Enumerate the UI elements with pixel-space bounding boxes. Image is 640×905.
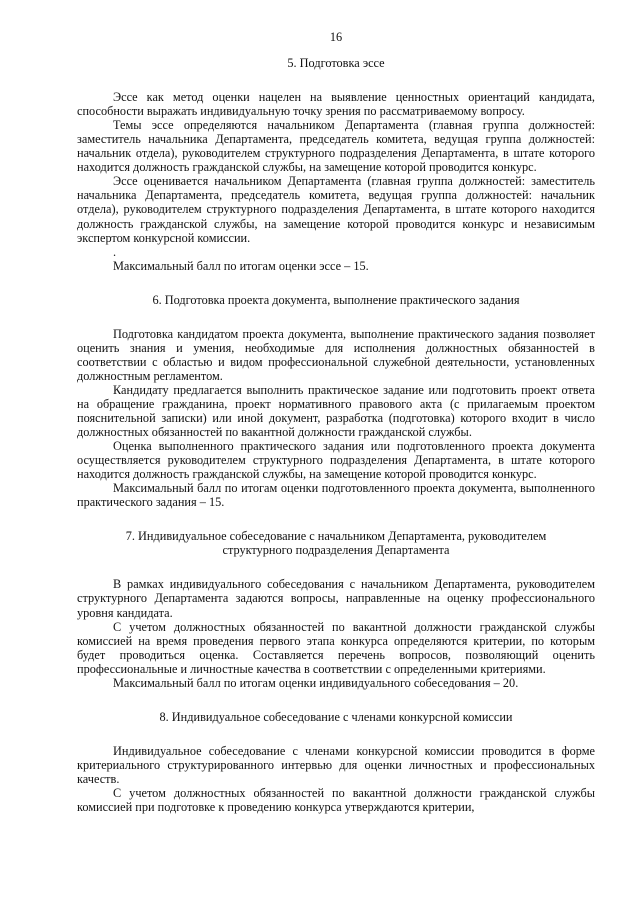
section-5-paragraph-3: Эссе оценивается начальником Департамента (главная группа должностей: заместитель начальника Департамента, председатель комитета, ведущая группа должностей: начальник отдела), руководителем структурного подразделения Департамента, в штате которого находится должность гражданской службы, на замещение которой проводится конкурс и независимым экспертом конкурсной комиссии. — [77, 174, 595, 245]
section-5-max-score: Максимальный балл по итогам оценки эссе – 15. — [113, 258, 369, 273]
section-5-paragraph-1: Эссе как метод оценки нацелен на выявление ценностных ориентаций кандидата, способности выражать индивидуальную точку зрения по рассматриваемому вопросу. — [77, 90, 595, 119]
section-6-paragraph-3: Оценка выполненного практического задания или подготовленного проекта документа осуществляется руководителем структурного подразделения Департамента, в штате которого находится должность гражданской службы, на замещение которой проводится конкурс. — [77, 439, 595, 482]
section-6-paragraph-2: Кандидату предлагается выполнить практическое задание или подготовить проект ответа на обращение гражданина, проект нормативного правового акта (с прилагаемым проектом пояснительной записки) или иной документ, разработка (подготовка) которого входит в число должностных обязанностей по вакантной должности гражданской службы. — [77, 382, 595, 440]
section-5-heading: 5. Подготовка эссе — [287, 56, 385, 71]
stray-mark: . — [113, 244, 117, 259]
section-7-paragraph-2: С учетом должностных обязанностей по вакантной должности гражданской службы комиссией на время проведения первого этапа конкурса определяются критерии, по которым будет проводиться оценка. Составляется перечень вопросов, позволяющий оценить профессиональные и личностные качества в соответствии с определенными критериями. — [77, 619, 595, 676]
section-7-max-score: Максимальный балл по итогам оценки индивидуального собеседования – 20. — [113, 675, 519, 690]
section-8-heading: 8. Индивидуальное собеседование с членами конкурсной комиссии — [159, 709, 513, 724]
section-5-paragraph-2: Темы эссе определяются начальником Департамента (главная группа должностей: заместитель начальника Департамента, председатель комитета, ведущая группа должностей: начальник отдела), руководителем структурного подразделения Департамента, в штате которого находится должность гражданской службы, на замещение которой проводится конкурс. — [77, 118, 595, 175]
document-page — [77, 30, 595, 814]
section-7-heading-line-1: 7. Индивидуальное собеседование с начальником Департамента, руководителем — [125, 529, 547, 544]
section-6-heading: 6. Подготовка проекта документа, выполнение практического задания — [152, 292, 520, 307]
page-number: 16 — [329, 30, 343, 44]
section-8-paragraph-2: С учетом должностных обязанностей по вакантной должности гражданской службы комиссией при подготовке к проведению конкурса утверждаются критерии, — [77, 785, 595, 815]
section-8-paragraph-1: Индивидуальное собеседование с членами конкурсной комиссии проводится в форме критериального структурированного интервью для оценки личностных и профессиональных качеств. — [77, 743, 595, 786]
section-7-heading-line-2: структурного подразделения Департамента — [222, 543, 450, 558]
section-6-max-score: Максимальный балл по итогам оценки подготовленного проекта документа, выполненного практического задания – 15. — [77, 481, 595, 510]
section-7-paragraph-1: В рамках индивидуального собеседования с начальником Департамента, руководителем структурного Департамента задаются вопросы, направленные на оценку профессионального уровня кандидата. — [77, 577, 595, 620]
section-6-paragraph-1: Подготовка кандидатом проекта документа, выполнение практического задания позволяет оценить знания и умения, необходимые для исполнения должностных обязанностей в соответствии с областью и видом профессиональной служебной деятельности, установленных должностным регламентом. — [77, 326, 595, 383]
